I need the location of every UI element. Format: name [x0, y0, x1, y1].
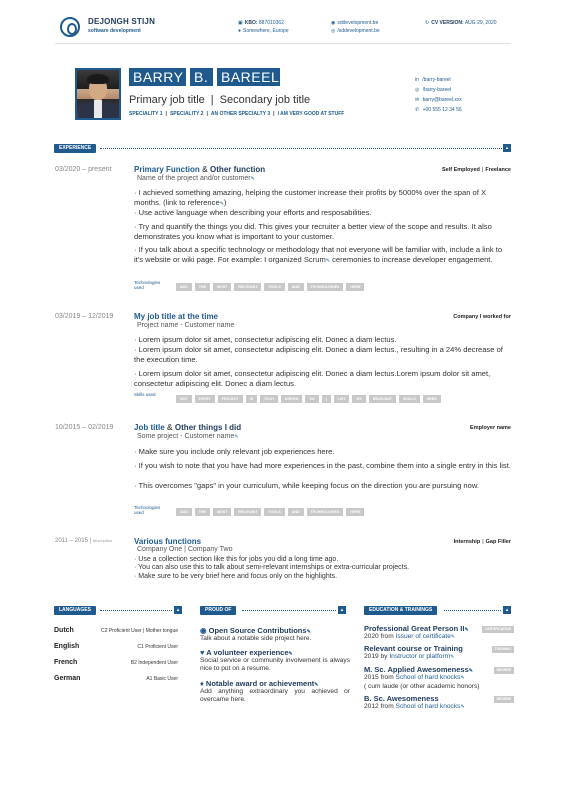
contact-phone[interactable]: ✆ +00 555 12 34 56: [415, 107, 462, 113]
edit-icon: ✎: [234, 434, 239, 440]
tag: |: [322, 395, 331, 403]
trophy-icon: ♦: [200, 679, 204, 688]
experience-bullet: · I achieved something amazing, helping the customer increase their profits by 5000% over the span of X months. (link to reference✎): [134, 188, 487, 207]
experience-bullet: · Lorem ipsum dolor sit amet, consectetur adipiscing elit. Donec a diam lectus.: [134, 335, 397, 344]
section-divider: [444, 610, 501, 611]
experience-bullet: · If you talk about a specific technology or methodology that not everyone will be familiar with, include a link to it's website or wiki page. For example: I organized Scrum✎ ceremonies to increase developer engagement.: [134, 245, 503, 264]
website-link[interactable]: ◉ sddevelopment.be: [331, 20, 379, 26]
tag: TECH: [260, 395, 278, 403]
cv-version: ↻ CV VERSION: AUG 29, 2020: [425, 20, 497, 26]
tag: NOT: [176, 395, 192, 403]
tag: EVERY: [195, 395, 215, 403]
proud-item: ♦ Notable award or achievement✎ Add anything extraordinary you achieved or overcame here.: [200, 679, 350, 703]
language-row: Dutch C2 Proficient User | Mother tongue: [54, 627, 178, 634]
tag: LIST: [334, 395, 350, 403]
refresh-icon: ↻: [425, 20, 430, 26]
section-divider: [100, 610, 172, 611]
experience-subtitle: Project name - Customer name: [137, 322, 235, 329]
brand-subtitle: software development: [88, 28, 141, 34]
tag: SO: [305, 395, 318, 403]
link-icon[interactable]: ✎: [468, 668, 473, 674]
link-icon[interactable]: ✎: [460, 704, 465, 710]
experience-date: 2011 – 2015 | description: [55, 538, 113, 544]
contact-email[interactable]: ✉ barry@bareel.xxx: [415, 97, 462, 103]
education-item: Professional Great Person II✎ 2020 from Issuer of certificate✎ CERTIFICATION: [364, 624, 514, 642]
tag: AND: [288, 508, 304, 516]
middle-initial: B.: [190, 68, 213, 86]
language-row: German A1 Basic User: [54, 675, 178, 682]
tag: RELEVANT: [234, 283, 261, 291]
phone-icon: ✆: [415, 107, 420, 113]
tag: TECHNOLOGIES: [307, 508, 344, 516]
tag: AND: [288, 283, 304, 291]
linkedin-icon: in: [415, 77, 419, 83]
tag: ADD: [176, 508, 192, 516]
tag: MY: [352, 395, 365, 403]
experience-subtitle: Some project - Customer name✎: [137, 433, 239, 440]
tag: MOST: [213, 508, 231, 516]
education-tag: DEGREE: [494, 696, 514, 703]
experience-date: 03/2020 – present: [55, 166, 112, 173]
edit-icon: ✎: [250, 176, 255, 182]
section-education: EDUCATION & TRAININGS: [364, 606, 437, 615]
experience-title: My job title at the time: [134, 312, 219, 321]
github-link[interactable]: ◎ /sddevelopment.be: [331, 28, 380, 34]
experience-bullet: · This overcomes "gaps" in your curriculum, while keeping focus on the direction you are pursuing now.: [134, 481, 480, 490]
heart-hand-icon: ♥: [200, 648, 205, 657]
tag: THE: [195, 283, 210, 291]
github-icon: ◎: [331, 28, 336, 34]
experience-title: Various functions: [134, 537, 202, 546]
experience-bullet: · Lorem ipsum dolor sit amet, consectetur adipiscing elit. Donec a diam lectus.Lorem ipsum dolor sit amet, consectetur adipiscing elit. Donec a diam lectus.: [134, 369, 491, 388]
experience-title: Primary Function & Other function: [134, 165, 266, 174]
profile-photo: [75, 68, 121, 120]
experience-title: Job title & Other things I did: [134, 423, 242, 432]
experience-employer: Internship | Gap Filler: [453, 539, 511, 545]
language-row: English C1 Proficient User: [54, 643, 178, 650]
tag: THE: [195, 508, 210, 516]
tag: HERE: [346, 508, 364, 516]
tag: PROJECT: [218, 395, 243, 403]
tag-list: [176, 283, 364, 291]
education-item: B. Sc. Awesomeness 2012 from School of hard knocks✎ DEGREE: [364, 694, 514, 712]
experience-bullet: · Try and quantify the things you did. This gives your recruiter a better view of the scope and results. It also demonstrates you know what is important to your customer.: [134, 222, 492, 241]
tag: SKILLS: [399, 395, 420, 403]
tag-list: [176, 508, 364, 516]
section-divider: [242, 610, 336, 611]
tag: MOST: [213, 283, 231, 291]
link-icon[interactable]: ✎: [450, 654, 455, 660]
experience-bullet: · If you wish to note that you have had more experiences in the past, combine them into a single entry in this list.: [134, 461, 511, 470]
experience-bullet: · Use active language when describing your efforts and resposabilities.: [134, 208, 372, 217]
last-name: BAREEL: [217, 68, 280, 86]
section-experience: EXPERIENCE: [54, 144, 96, 153]
tag: RELEVANT: [234, 508, 261, 516]
experience-bullet: · Make sure you include only relevant job experiences here.: [134, 447, 335, 456]
experience-employer: Company I worked for: [453, 314, 511, 320]
experience-subtitle: Company One | Company Two: [137, 546, 233, 553]
experience-bullet: · You can also use this to talk about semi-relevant internships or extra-curricular projects.: [134, 564, 410, 571]
education-item: Relevant course or Training 2019 by Instructor or platform✎ TRAINING: [364, 644, 514, 662]
link-icon[interactable]: ✎: [314, 682, 319, 688]
logo-icon: [60, 17, 80, 37]
experience-bullet: · Use a collection section like this for jobs you did a long time ago.: [134, 556, 339, 563]
first-name: BARRY: [129, 68, 186, 86]
experience-employer: Employer name: [470, 425, 511, 431]
tags-label: Technologies used: [134, 505, 161, 515]
link-icon[interactable]: ✎: [219, 200, 224, 207]
link-icon[interactable]: ✎: [464, 627, 469, 633]
education-tag: CERTIFICATION: [482, 626, 514, 633]
proud-item: ◉ Open Source Contributions✎ Talk about a notable side project here.: [200, 626, 312, 642]
tag: TOOLS: [264, 283, 284, 291]
experience-date: 03/2019 – 12/2019: [55, 313, 114, 320]
globe-icon: ◉: [200, 626, 207, 635]
experience-bullet: · Lorem ipsum dolor sit amet, consectetur adipiscing elit. Donec a diam lectus., resulting in a 24% decrease of the execution time.: [134, 345, 503, 364]
section-proud-of: PROUD OF: [200, 606, 236, 615]
briefcase-icon: ▣: [238, 20, 243, 26]
collapse-toggle[interactable]: ▴: [503, 606, 511, 614]
contact-github[interactable]: ◎ /barry-bareel: [415, 87, 452, 93]
collapse-toggle[interactable]: ▴: [174, 606, 182, 614]
secondary-job-title: Secondary job title: [219, 94, 311, 106]
tag: TECHNOLOGIES: [307, 283, 344, 291]
tag: TOOLS: [264, 508, 284, 516]
link-icon[interactable]: ✎: [288, 651, 293, 657]
tag: ADD: [176, 283, 192, 291]
link-icon[interactable]: ✎: [306, 629, 311, 635]
kbo-info: ▣ KBO: 887010362: [238, 20, 284, 26]
experience-subtitle: Name of the project and/or customer✎: [137, 175, 255, 182]
tag: RELEVANT: [369, 395, 396, 403]
link-icon[interactable]: ✎: [460, 675, 465, 681]
tags-label: Skills used: [134, 392, 156, 397]
proud-item: ♥ A volunteer experience✎ Social service or community involvement is always nice to put on a resume.: [200, 648, 350, 672]
location-pin-icon: ●: [238, 28, 242, 34]
tag: DRIVEN: [281, 395, 303, 403]
globe-icon: ◉: [331, 20, 336, 26]
job-titles: Primary job title | Secondary job title: [129, 94, 311, 106]
education-item: M. Sc. Applied Awesomeness✎ 2015 from School of hard knocks✎ ( cum laude (or other academic honors) DEGREE: [364, 665, 514, 690]
brand-name: DEJONGH STIJN: [88, 17, 156, 26]
collapse-toggle[interactable]: ▴: [338, 606, 346, 614]
education-tag: DEGREE: [494, 667, 514, 674]
header-divider: [55, 43, 511, 44]
experience-date: 10/2015 – 02/2019: [55, 424, 114, 431]
experience-employer: Self Employed | Freelance: [441, 167, 511, 173]
tag: HERE: [423, 395, 441, 403]
email-icon: ✉: [415, 97, 420, 103]
contact-linkedin[interactable]: in /barry-bareel: [415, 77, 451, 83]
location-info: ● Somewhere, Europe: [238, 28, 289, 34]
tag-list: [176, 395, 441, 403]
language-row: French B2 Independent User: [54, 659, 178, 666]
section-divider: [100, 148, 502, 149]
specialities: SPECIALITY 1 | SPECIALITY 2 | AN OTHER SPECIALTY 3 | I AM VERY GOOD AT STUFF: [129, 111, 345, 117]
link-icon[interactable]: ✎: [450, 634, 456, 640]
github-icon: ◎: [415, 87, 420, 93]
tags-label: Technologies used: [134, 280, 161, 290]
experience-bullet: · Make sure to be very brief here and focus only on the highlights.: [134, 573, 338, 580]
tag: HERE: [346, 283, 364, 291]
link-icon[interactable]: ✎: [325, 257, 330, 264]
tag: IS: [246, 395, 257, 403]
collapse-toggle[interactable]: ▴: [503, 144, 511, 152]
education-tag: TRAINING: [492, 646, 514, 653]
section-languages: LANGUAGES: [54, 606, 96, 615]
primary-job-title: Primary job title: [129, 94, 205, 106]
